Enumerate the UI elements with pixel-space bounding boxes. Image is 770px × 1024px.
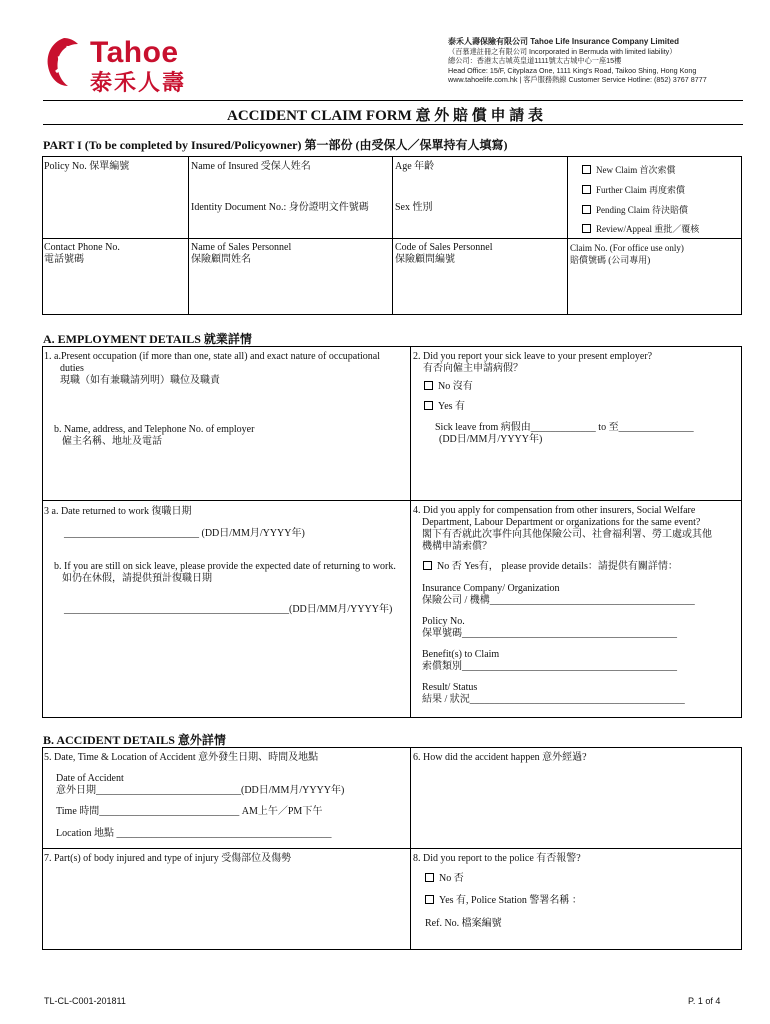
checkbox-icon bbox=[582, 185, 591, 194]
new-claim-checkbox[interactable]: New Claim 首次索償 bbox=[582, 164, 676, 176]
q3a-date-input[interactable]: ___________________________ (DD日/MM月/YYYY年) bbox=[64, 528, 305, 539]
page-number: P. 1 of 4 bbox=[688, 996, 721, 1006]
q2-sick-leave-dates[interactable]: Sick leave from 病假由_____________ to 至_______________ (DD日/MM月/YYYY年) bbox=[435, 422, 694, 445]
q5-location-field[interactable]: Location 地點 ___________________________________________ bbox=[56, 828, 332, 839]
logo-wordmark-en: Tahoe bbox=[90, 36, 179, 69]
sales-personnel-name-field[interactable]: Name of Sales Personnel 保險顧問姓名 bbox=[191, 242, 292, 265]
q4-other-compensation: 4. Did you apply for compensation from other insurers, Social Welfare Department, Labour Department or organizations for the same event? 閣下有否就此次事件向其他保險公司、社會福利署、勞工處或其他 機構申請索償？ bbox=[413, 505, 712, 552]
tahoe-logo-icon bbox=[44, 36, 84, 88]
q2-sick-leave-report: 2. Did you report your sick leave to your present employer? 有否向僱主申請病假？ bbox=[413, 351, 653, 374]
checkbox-icon bbox=[582, 224, 591, 233]
part1-heading: PART I (To be completed by Insured/Policyowner) 第一部份 (由受保人／保單持有人填寫) bbox=[43, 138, 508, 152]
q6-how-accident-happened[interactable]: 6. How did the accident happen 意外經過? bbox=[413, 752, 587, 763]
q4-benefits-field[interactable]: Benefit(s) to Claim 索償類別___________________________________________ bbox=[422, 649, 677, 672]
company-address-cn: 總公司：香港太古城英皇道1111號太古城中心一座15樓 bbox=[448, 56, 622, 66]
q5-time-field[interactable]: Time 時間____________________________ AM上午／PM下午 bbox=[56, 806, 323, 817]
section-a-heading: A. EMPLOYMENT DETAILS 就業詳情 bbox=[43, 332, 252, 346]
sex-field[interactable]: Sex 性別 bbox=[395, 202, 433, 213]
page-title: ACCIDENT CLAIM FORM 意 外 賠 償 申 請 表 bbox=[227, 108, 543, 124]
sales-personnel-code-field[interactable]: Code of Sales Personnel 保險顧問編號 bbox=[395, 242, 493, 265]
review-appeal-checkbox[interactable]: Review/Appeal 重批／覆核 bbox=[582, 223, 699, 235]
q2-no-checkbox[interactable]: No 沒有 bbox=[424, 381, 473, 393]
checkbox-icon bbox=[424, 381, 433, 390]
claim-no-office-use: Claim No. (For office use only) 賠償號碼 (公司專用) bbox=[570, 243, 684, 265]
checkbox-icon bbox=[425, 895, 434, 904]
checkbox-icon bbox=[424, 401, 433, 410]
q5-date-field[interactable]: Date of Accident 意外日期_____________________________(DD日/MM月/YYYY年) bbox=[56, 773, 345, 796]
company-contact: www.tahoelife.com.hk | 客戶服務熱線 Customer Service Hotline: (852) 3767 8777 bbox=[448, 75, 707, 85]
logo-wordmark-cn: 泰禾人壽 bbox=[90, 70, 187, 95]
q5-accident-datetime-location: 5. Date, Time & Location of Accident 意外發生日期、時間及地點 bbox=[44, 752, 319, 763]
q1b-employer[interactable]: b. Name, address, and Telephone No. of employer 僱主名稱、地址及電話 bbox=[54, 424, 255, 447]
company-address-en: Head Office: 15/F, Cityplaza One, 1111 King's Road, Taikoo Shing, Hong Kong bbox=[448, 65, 697, 75]
q8-yes-checkbox[interactable]: Yes 有, Police Station 警署名稱 ： bbox=[425, 895, 582, 907]
checkbox-icon bbox=[425, 873, 434, 882]
further-claim-checkbox[interactable]: Further Claim 再度索償 bbox=[582, 184, 685, 196]
q8-police-report: 8. Did you report to the police 有否報警? bbox=[413, 853, 581, 864]
name-of-insured-field[interactable]: Name of Insured 受保人姓名 bbox=[191, 161, 311, 172]
q1a-occupation[interactable]: 1. a.Present occupation (if more than one, state all) and exact nature of occupational duties 現職（如有兼職請列明）職位及職責 bbox=[44, 351, 380, 386]
q3a-date-returned: 3 a. Date returned to work 復職日期 bbox=[44, 506, 192, 517]
pending-claim-checkbox[interactable]: Pending Claim 待決賠償 bbox=[582, 204, 688, 216]
identity-document-field[interactable]: Identity Document No.: 身份證明文件號碼 bbox=[191, 202, 369, 213]
checkbox-icon bbox=[582, 165, 591, 174]
checkbox-icon bbox=[582, 205, 591, 214]
q8-ref-no-field[interactable]: Ref. No. 檔案編號 bbox=[425, 918, 502, 929]
q7-injury-details[interactable]: 7. Part(s) of body injured and type of injury 受傷部位及傷勢 bbox=[44, 853, 292, 864]
q4-yes-no-checkboxes[interactable]: No 否 Yes有， please provide details：請提供有關詳情： bbox=[423, 561, 678, 573]
section-b-heading: B. ACCIDENT DETAILS 意外詳情 bbox=[43, 733, 226, 747]
company-name: 泰禾人壽保險有限公司 Tahoe Life Insurance Company Limited bbox=[448, 37, 679, 46]
checkbox-icon bbox=[423, 561, 432, 570]
company-incorporation: （百慕達註冊之有限公司 Incorporated in Bermuda with limited liability） bbox=[448, 46, 677, 56]
policy-no-field[interactable]: Policy No. 保單編號 bbox=[44, 161, 130, 172]
form-code: TL-CL-C001-201811 bbox=[44, 996, 126, 1006]
q2-yes-checkbox[interactable]: Yes 有 bbox=[424, 401, 465, 413]
q4-policy-no-field[interactable]: Policy No. 保單號碼___________________________________________ bbox=[422, 616, 677, 639]
q3b-date-input[interactable]: _____________________________________________(DD日/MM月/YYYY年) bbox=[64, 604, 393, 615]
q3b-expected-return: b. If you are still on sick leave, please provide the expected date of returning to work. 如仍在休假，請提供預計復職日期 bbox=[54, 561, 396, 584]
age-field[interactable]: Age 年齡 bbox=[395, 161, 435, 172]
contact-phone-field[interactable]: Contact Phone No. 電話號碼 bbox=[44, 242, 120, 265]
q4-result-field[interactable]: Result/ Status 結果 / 狀況___________________________________________ bbox=[422, 682, 685, 705]
q4-insurance-company-field[interactable]: Insurance Company/ Organization 保險公司 / 機構_________________________________________ bbox=[422, 583, 695, 606]
q8-no-checkbox[interactable]: No 否 bbox=[425, 873, 464, 885]
company-info bbox=[448, 37, 707, 85]
